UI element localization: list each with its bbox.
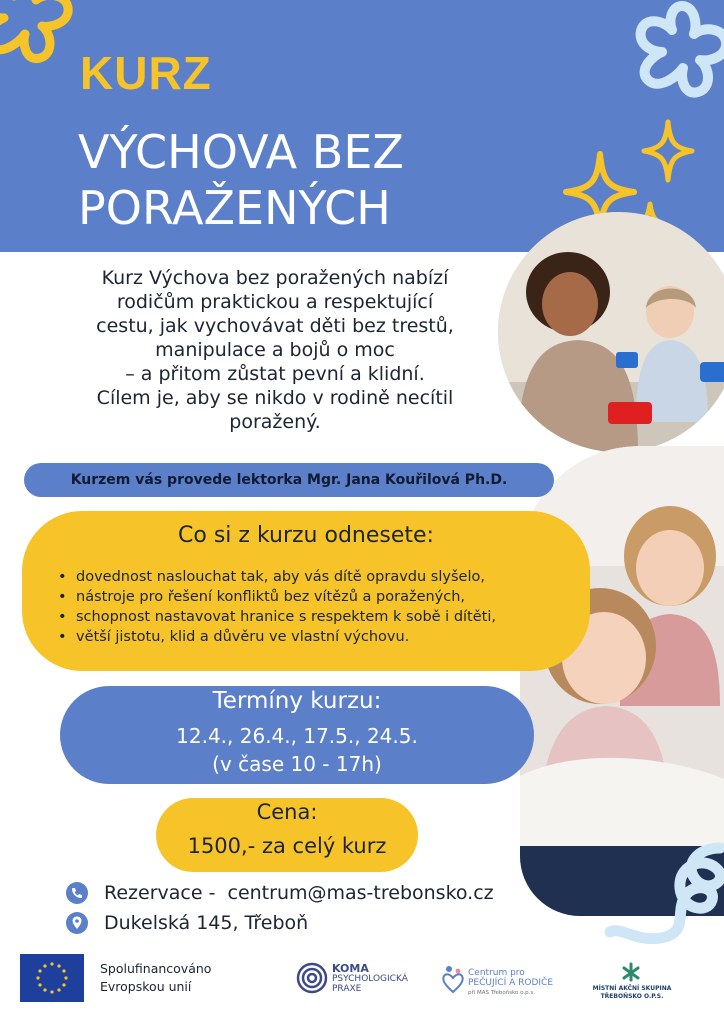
- intro-line: Cílem je, aby se nikdo v rodině necítil: [96, 387, 454, 409]
- photo-mother-and-child: [498, 212, 724, 452]
- yellow-flower-decoration: [0, 0, 80, 70]
- eu-line-1: Spolufinancováno: [100, 961, 212, 976]
- benefits-heading: Co si z kurzu odnesete:: [178, 523, 434, 548]
- mas-line: TŘEBOŇSKO O.P.S.: [600, 993, 664, 1000]
- eu-line-2: Evropskou unií: [100, 979, 192, 994]
- location-pin-icon: [66, 912, 88, 934]
- eu-flag-logo: [20, 954, 84, 1002]
- intro-line: cestu, jak vychovávat děti bez trestů,: [96, 315, 454, 337]
- koma-logo-text: [332, 964, 408, 994]
- intro-line: poražený.: [229, 411, 321, 433]
- list-item: • schopnost nastavovat hranice s respektem k sobě i dítěti,: [58, 607, 496, 627]
- cpr-line: Centrum pro: [468, 968, 525, 978]
- cpr-line: PEČUJÍCÍ A RODIČE: [468, 978, 554, 988]
- swirl-decoration: [600, 836, 724, 944]
- reservation-row: [66, 882, 494, 904]
- intro-line: rodičům praktickou a respektující: [116, 291, 434, 313]
- benefits-list: [58, 567, 496, 647]
- mas-logo-icon: [620, 962, 642, 982]
- list-item: • větší jistotu, klid a důvěru ve vlastní výchovu.: [58, 627, 496, 647]
- koma-sub: PRAXE: [332, 984, 362, 994]
- mas-line: MÍSTNÍ AKČNÍ SKUPINA: [592, 985, 672, 992]
- price-box: [156, 798, 418, 872]
- course-dates-box: [60, 686, 534, 784]
- sparkle-icon: [640, 118, 696, 184]
- course-title: [78, 124, 404, 236]
- intro-line: Kurz Výchova bez poražených nabízí: [101, 267, 449, 289]
- address-text: Dukelská 145, Třeboň: [104, 912, 309, 934]
- dates-heading: Termíny kurzu:: [212, 688, 382, 714]
- lector-banner: Kurzem vás provede lektorka Mgr. Jana Kouřilová Ph.D.: [24, 463, 554, 497]
- eu-cofinanced-text: [100, 960, 211, 996]
- list-item: • dovednost naslouchat tak, aby vás dítě opravdu slyšelo,: [58, 567, 496, 587]
- intro-line: – a přitom zůstat pevní a klidní.: [125, 363, 425, 385]
- cpr-logo-text: [468, 968, 553, 998]
- title-line-2: PORAŽENÝCH: [78, 181, 391, 235]
- koma-title: KOMA: [332, 962, 369, 975]
- course-kicker: KURZ: [80, 47, 212, 99]
- blue-flower-decoration: [622, 0, 724, 102]
- koma-sub: PSYCHOLOGICKÁ: [332, 974, 408, 984]
- koma-logo-icon: [296, 962, 328, 994]
- list-item: • nástroje pro řešení konfliktů bez vítězů a poražených,: [58, 587, 496, 607]
- phone-icon: [66, 882, 88, 904]
- price-label: Cena:: [256, 800, 318, 824]
- intro-paragraph: [40, 266, 510, 434]
- address-row: [66, 912, 308, 934]
- mas-logo-text: [586, 985, 678, 1001]
- heart-people-icon: [440, 964, 466, 994]
- title-line-1: VÝCHOVA BEZ: [78, 125, 404, 179]
- dates-list: 12.4., 26.4., 17.5., 24.5.: [176, 724, 418, 748]
- reservation-text: Rezervace - centrum@mas-trebonsko.cz: [104, 882, 494, 904]
- price-value: 1500,- za celý kurz: [187, 834, 387, 858]
- benefits-box: [22, 511, 590, 671]
- dates-time: (v čase 10 - 17h): [212, 752, 382, 776]
- intro-line: manipulace a bojů o moc: [155, 339, 395, 361]
- cpr-sub: při MAS Třeboňsko o.p.s.: [468, 990, 536, 996]
